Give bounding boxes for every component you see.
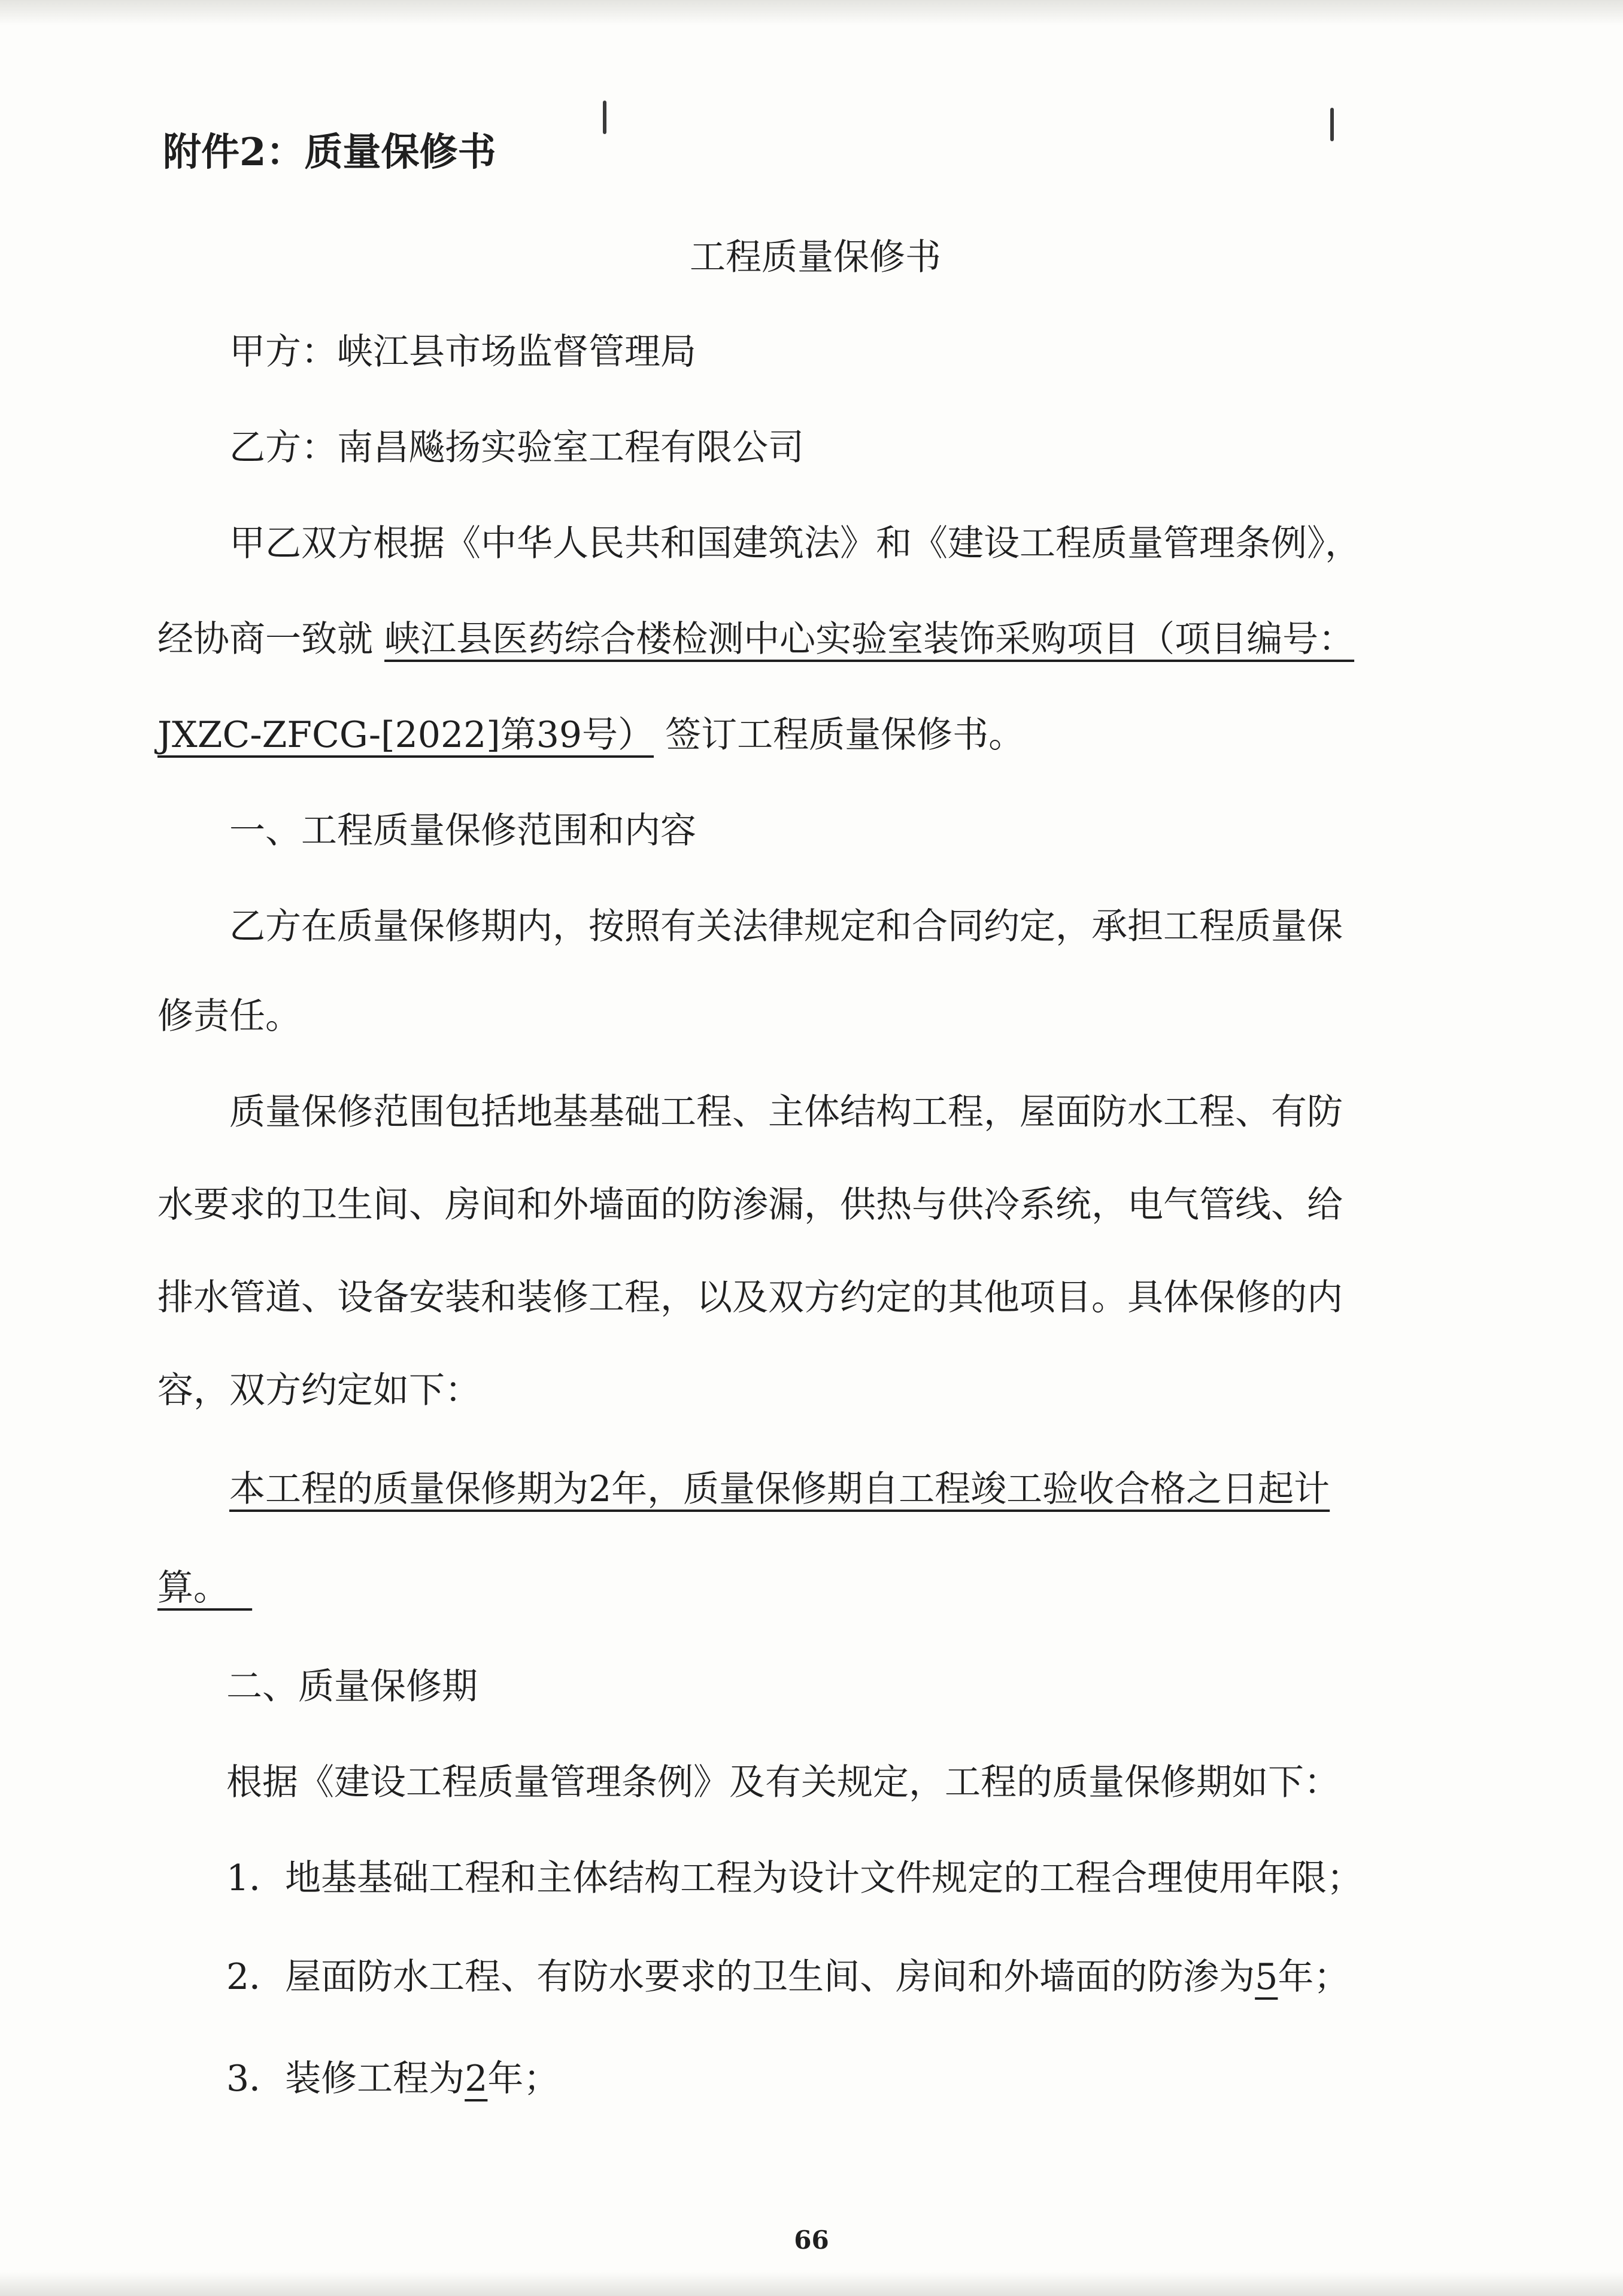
project-name-underlined: 峡江县医药综合楼检测中心实验室装饰采购项目（项目编号： [384, 618, 1355, 660]
list-item: 1．地基基础工程和主体结构工程为设计文件规定的工程合理使用年限； [226, 1857, 1363, 1899]
warranty-period-clause [229, 1465, 1330, 1513]
document-title: 工程质量保修书 [690, 236, 941, 278]
paragraph-line: 排水管道、设备安装和装修工程，以及双方约定的其他项目。具体保修的内 [157, 1277, 1343, 1319]
party-b: 乙方：南昌飚扬实验室工程有限公司 [229, 427, 804, 469]
intro-line [157, 615, 1354, 663]
scan-mark [603, 101, 606, 134]
list-item-text: 3．装修工程为 [226, 2058, 465, 2100]
section-heading: 二、质量保修期 [226, 1666, 478, 1708]
scan-mark [1330, 108, 1334, 141]
warranty-period-clause [157, 1564, 252, 1612]
intro-text: 经协商一致就 [157, 618, 373, 660]
page-number: 66 [794, 2225, 829, 2255]
paragraph-line: 乙方在质量保修期内，按照有关法律规定和合同约定，承担工程质量保 [229, 906, 1343, 947]
list-item-text: 年； [1278, 1956, 1350, 1998]
list-item-value: 5 [1255, 1956, 1278, 1998]
warranty-period-underlined: 本工程的质量保修期为2年，质量保修期自工程竣工验收合格之日起计 [229, 1468, 1330, 1510]
list-item-text: 2．屋面防水工程、有防水要求的卫生间、房间和外墙面的防渗为 [226, 1956, 1255, 1998]
list-item [226, 2055, 559, 2103]
list-item-value: 2 [465, 2058, 488, 2100]
section-heading: 一、工程质量保修范围和内容 [229, 810, 696, 852]
paragraph-line: 容，双方约定如下： [157, 1369, 481, 1411]
scan-shadow-bottom [0, 2272, 1623, 2296]
list-item-text: 年； [487, 2058, 560, 2100]
list-item [226, 1953, 1349, 2001]
paragraph-line: 水要求的卫生间、房间和外墙面的防渗漏，供热与供冷系统，电气管线、给 [157, 1184, 1343, 1226]
paragraph-line: 质量保修范围包括地基基础工程、主体结构工程，屋面防水工程、有防 [229, 1091, 1343, 1133]
paragraph-line: 根据《建设工程质量管理条例》及有关规定，工程的质量保修期如下： [226, 1762, 1340, 1803]
intro-line: 甲乙双方根据《中华人民共和国建筑法》和《建设工程质量管理条例》， [229, 523, 1361, 564]
scan-shadow-top [0, 0, 1623, 25]
warranty-period-underlined: 算。 [157, 1567, 229, 1609]
intro-line [157, 711, 1024, 759]
paragraph-line: 修责任。 [157, 995, 301, 1037]
party-a: 甲方：峡江县市场监督管理局 [229, 331, 696, 373]
project-number-underlined: JXZC-ZFCG-[2022]第39号） [157, 714, 654, 756]
attachment-label: 附件2：质量保修书 [163, 130, 496, 175]
intro-text: 签订工程质量保修书。 [665, 714, 1025, 756]
